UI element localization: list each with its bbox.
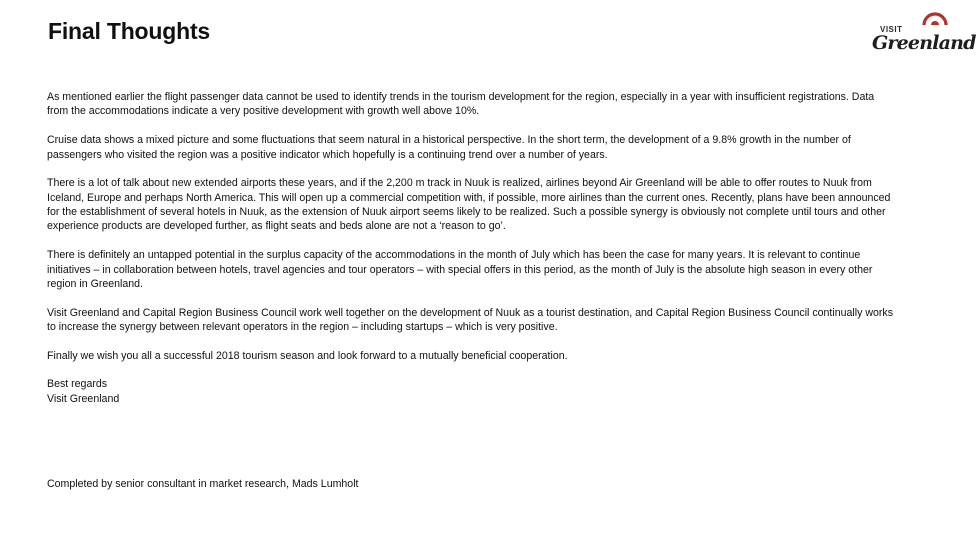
logo-visit-text: VISIT <box>880 25 903 34</box>
body-text <box>47 90 897 406</box>
paragraph-closing-wish: Finally we wish you all a successful 2018 tourism season and look forward to a mutually beneficial cooperation. <box>47 349 568 362</box>
slide-title: Final Thoughts <box>48 18 211 44</box>
signoff <box>47 377 897 406</box>
paragraph-airports: There is a lot of talk about new extended airports these years, and if the 2,200 m track in Nuuk is realized, airlines beyond Air Greenland will be able to offer routes to Nuuk from Iceland, Europe and perhaps North America. This will open up a commercial competition with, if possible, more airlines than the current ones. Recently, plans have been announced for the establishment of several hotels in Nuuk, as the extension of Nuuk airport seems likely to be realized. Such a possible synergy is obviously not complete until tours and other experience products are developed further, as flight seats and beds alone are not a ‘reason to go’. <box>47 177 891 233</box>
signoff-greeting: Best regards <box>47 378 108 391</box>
signoff-sender: Visit Greenland <box>47 392 120 405</box>
paragraph-july-capacity: There is definitely an untapped potential in the surplus capacity of the accommodations in the month of July which has been the case for many years. It is relevant to continue initiatives – in collaboration between hotels, travel agencies and tour operators – with special offers in this period, as the month of July is the absolute high season in every other region in Greenland. <box>47 249 873 290</box>
visit-greenland-logo <box>866 12 976 58</box>
paragraph-cruise-data: Cruise data shows a mixed picture and some fluctuations that seem natural in a historical perspective. In the short term, the development of a 9.8% growth in the number of passengers who visited the region was a positive indicator which hopefully is a continuing trend over a number of years. <box>47 134 851 161</box>
author-credit: Completed by senior consultant in market research, Mads Lumholt <box>47 478 359 490</box>
paragraph-flight-data: As mentioned earlier the flight passenger data cannot be used to identify trends in the tourism development for the region, especially in a year with insufficient registrations. Data from the accommodations indicate a very positive development with growth well above 10%. <box>47 91 875 118</box>
logo-brand-text: Greenland <box>872 32 976 54</box>
paragraph-collaboration: Visit Greenland and Capital Region Business Council work well together on the development of Nuuk as a tourist destination, and Capital Region Business Council continually works to increase the synergy between relevant operators in the region – including startups – which is very positive. <box>47 306 894 334</box>
